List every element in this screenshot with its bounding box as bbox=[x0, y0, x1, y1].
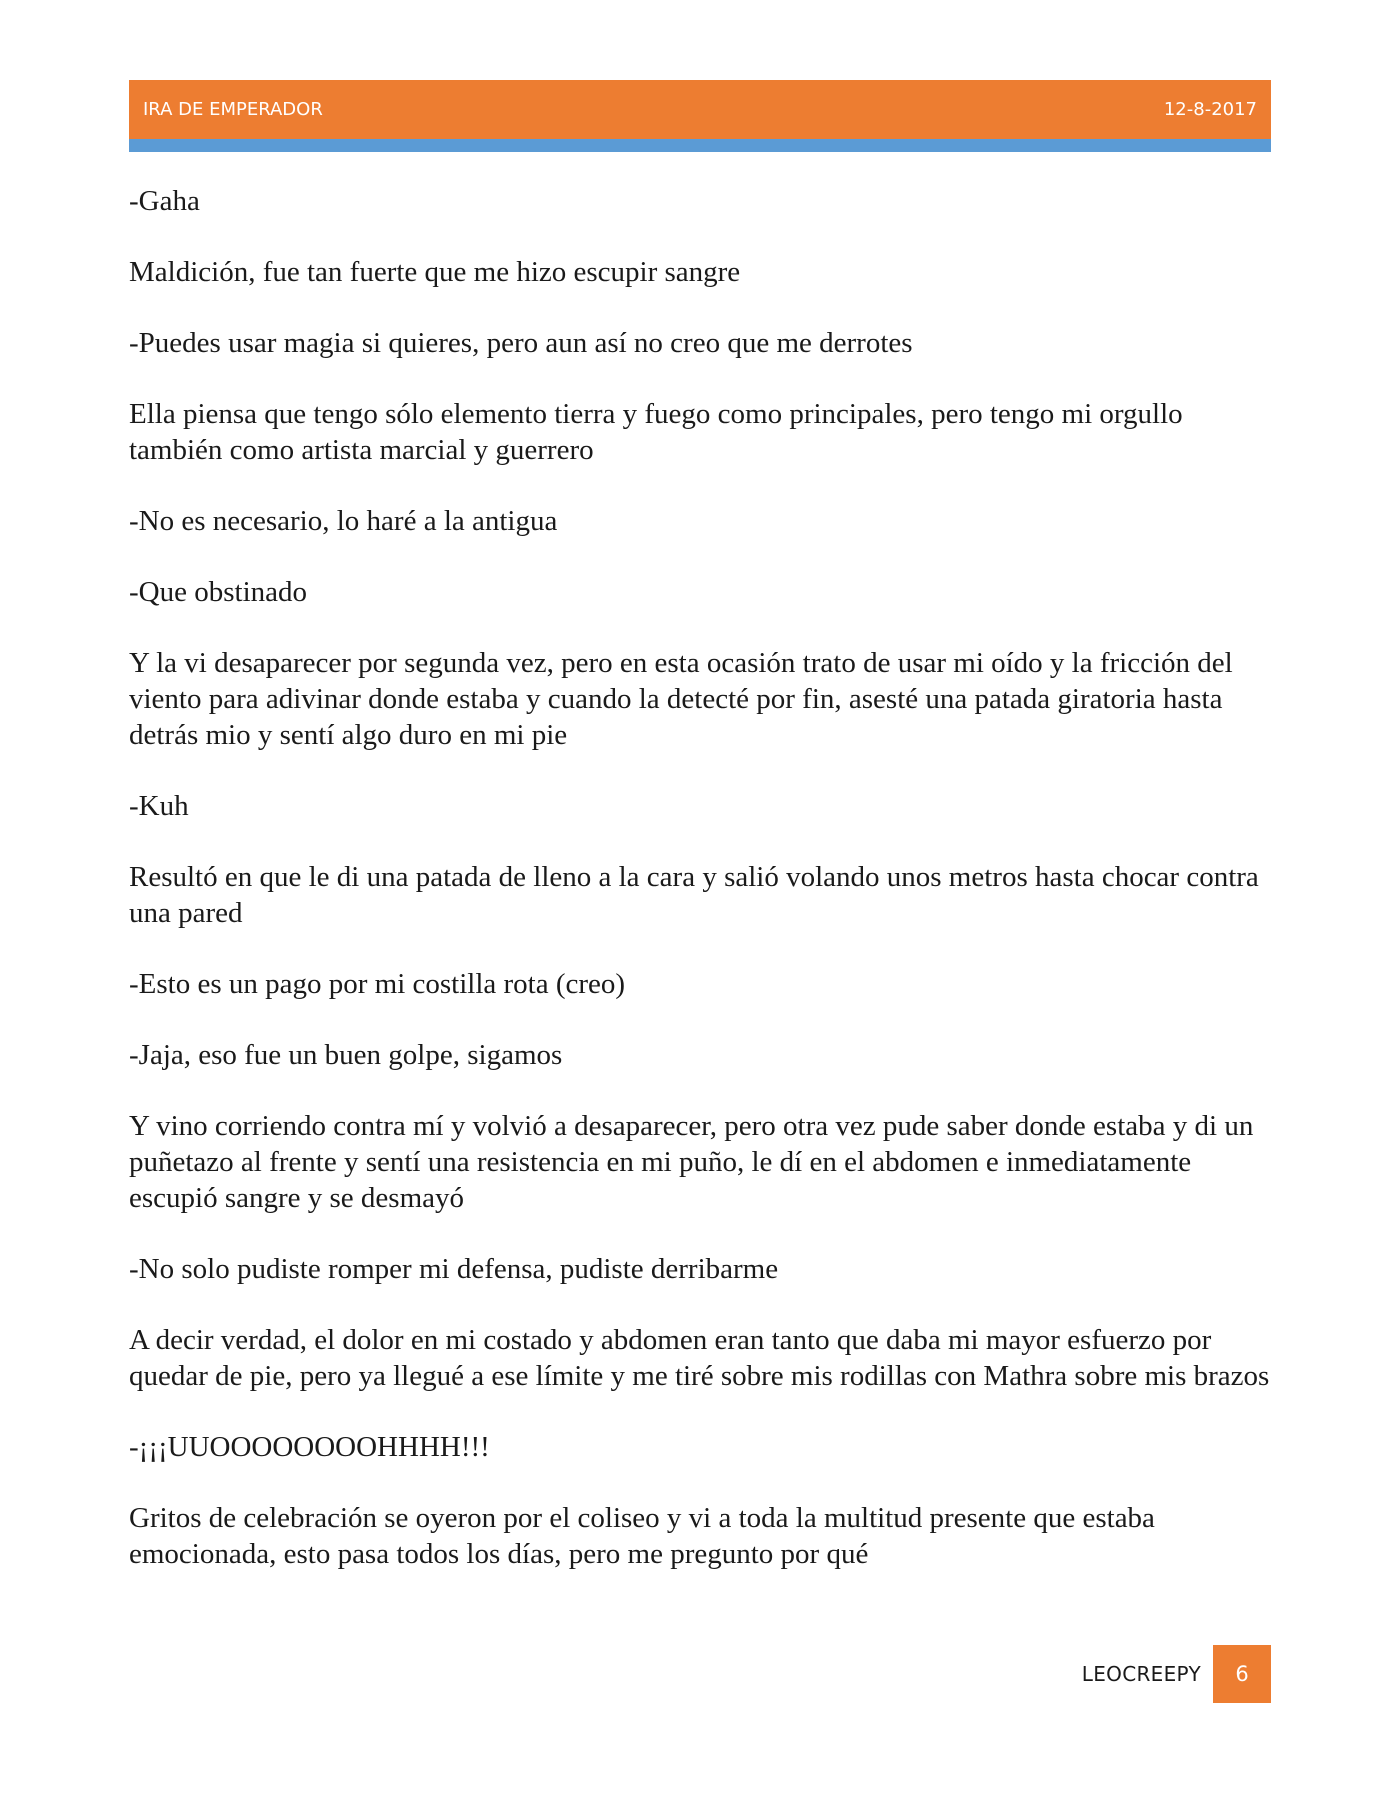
paragraph: -No solo pudiste romper mi defensa, pudiste derribarme bbox=[129, 1253, 779, 1285]
paragraph: -¡¡¡UUOOOOOOOOHHHH!!! bbox=[129, 1431, 490, 1463]
paragraph: Y la vi desaparecer por segunda vez, pero en esta ocasión trato de usar mi oído y la fricción del viento para adivinar donde estaba y cuando la detecté por fin, asesté una patada giratoria hasta detrás mio y sentí algo duro en mi pie bbox=[129, 647, 1233, 751]
paragraph: -Puedes usar magia si quieres, pero aun así no creo que me derrotes bbox=[129, 327, 913, 359]
paragraph: -Jaja, eso fue un buen golpe, sigamos bbox=[129, 1039, 563, 1071]
paragraph: Y vino corriendo contra mí y volvió a desaparecer, pero otra vez pude saber donde estaba y di un puñetazo al frente y sentí una resistencia en mi puño, le dí en el abdomen e inmediatamente escupió sangre y se desmayó bbox=[129, 1110, 1254, 1214]
paragraph: -Gaha bbox=[129, 185, 200, 217]
paragraph: -Esto es un pago por mi costilla rota (creo) bbox=[129, 968, 626, 1000]
document-body bbox=[129, 183, 1279, 1607]
footer-author: LEOCREEPY bbox=[1081, 1662, 1201, 1686]
header-date: 12-8-2017 bbox=[1163, 99, 1257, 120]
paragraph: A decir verdad, el dolor en mi costado y abdomen eran tanto que daba mi mayor esfuerzo por quedar de pie, pero ya llegué a ese límite y me tiré sobre mis rodillas con Mathra sobre mis brazos bbox=[129, 1324, 1270, 1392]
header-bar bbox=[129, 80, 1271, 139]
paragraph: Maldición, fue tan fuerte que me hizo escupir sangre bbox=[129, 256, 741, 288]
header-title: IRA DE EMPERADOR bbox=[143, 99, 323, 120]
paragraph: Gritos de celebración se oyeron por el coliseo y vi a toda la multitud presente que estaba emocionada, esto pasa todos los días, pero me pregunto por qué bbox=[129, 1502, 1155, 1570]
page-header bbox=[129, 80, 1271, 152]
paragraph: -Kuh bbox=[129, 790, 189, 822]
paragraph: -No es necesario, lo haré a la antigua bbox=[129, 505, 558, 537]
page-number: 6 bbox=[1213, 1645, 1271, 1703]
paragraph: -Que obstinado bbox=[129, 576, 307, 608]
page-footer bbox=[1000, 1645, 1271, 1703]
paragraph: Ella piensa que tengo sólo elemento tierra y fuego como principales, pero tengo mi orgullo también como artista marcial y guerrero bbox=[129, 398, 1183, 466]
paragraph: Resultó en que le di una patada de lleno a la cara y salió volando unos metros hasta chocar contra una pared bbox=[129, 861, 1259, 929]
header-stripe bbox=[129, 139, 1271, 152]
